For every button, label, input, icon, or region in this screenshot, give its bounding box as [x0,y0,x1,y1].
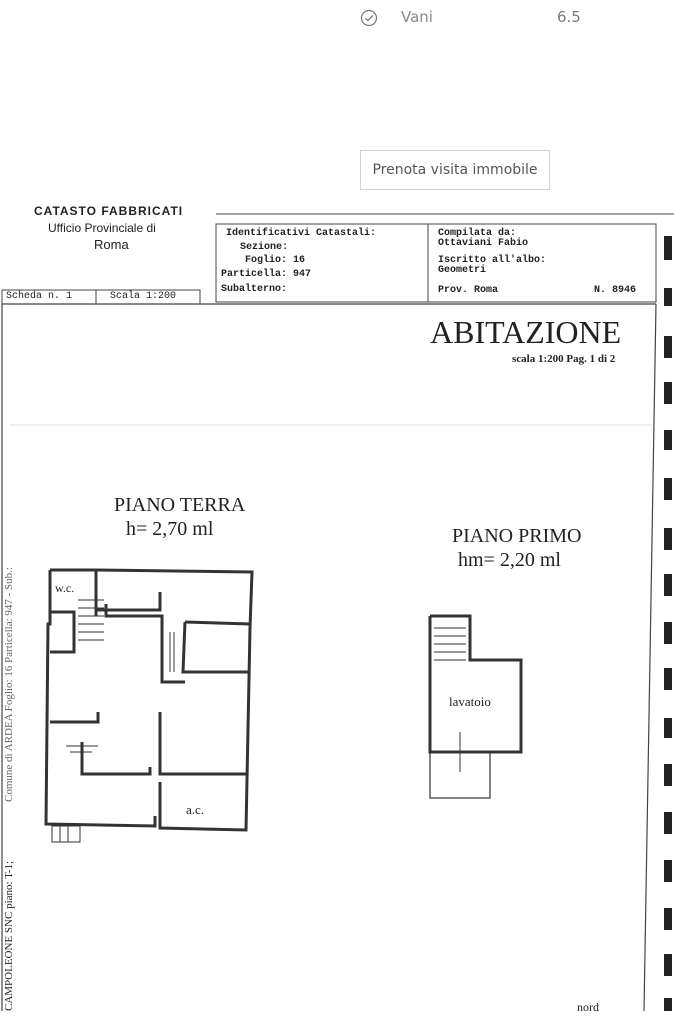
scala-label: Scala 1:200 [110,291,177,302]
ident-title: Identificativi Catastali: [226,228,377,239]
nord-label: nord [577,1000,599,1014]
office-line1: CATASTO FABBRICATI [34,204,184,218]
prov-label: Prov. Roma [438,285,499,296]
foglio-label: Foglio: 16 [245,255,306,266]
plan-title: ABITAZIONE [430,314,622,350]
office-line2: Ufficio Provinciale di [48,221,156,235]
office-line3: Roma [94,237,129,252]
particella-label: Particella: 947 [221,269,312,280]
book-visit-button[interactable]: Prenota visita immobile [360,150,550,190]
listing-details [0,0,674,212]
wc-room-label: w.c. [55,581,75,595]
piano-terra-height: h= 2,70 ml [126,518,214,540]
iscritto-label: Iscritto all'albo: [438,255,547,266]
subalterno-label: Subalterno: [221,284,288,295]
compilata-label: Compilata da: [438,228,517,239]
side-comune-text: Comune di ARDEA Foglio: 16 Particella: 947 - Sub.: [3,567,15,802]
ac-room-label: a.c. [186,802,205,817]
compilata-name: Ottaviani Fabio [438,238,529,249]
vani-label: Vani [401,8,433,26]
piano-terra-label: PIANO TERRA [114,494,246,516]
vani-row [360,6,378,30]
iscritto-value: Geometri [438,265,487,276]
piano-primo-height: hm= 2,20 ml [458,549,561,571]
scheda-label: Scheda n. 1 [6,291,73,302]
floor-plan-image[interactable] [0,204,674,1014]
check-circle-icon [360,9,378,27]
piano-primo-label: PIANO PRIMO [452,525,582,547]
side-address-text: CAMPOLEONE SNC piano: T-1; [3,860,15,1011]
sezione-label: Sezione: [240,242,289,253]
vani-value: 6.5 [557,8,581,26]
plan-subtitle: scala 1:200 Pag. 1 di 2 [512,353,616,365]
lavatoio-room-label: lavatoio [449,694,491,709]
numero-label: N. 8946 [594,285,637,296]
